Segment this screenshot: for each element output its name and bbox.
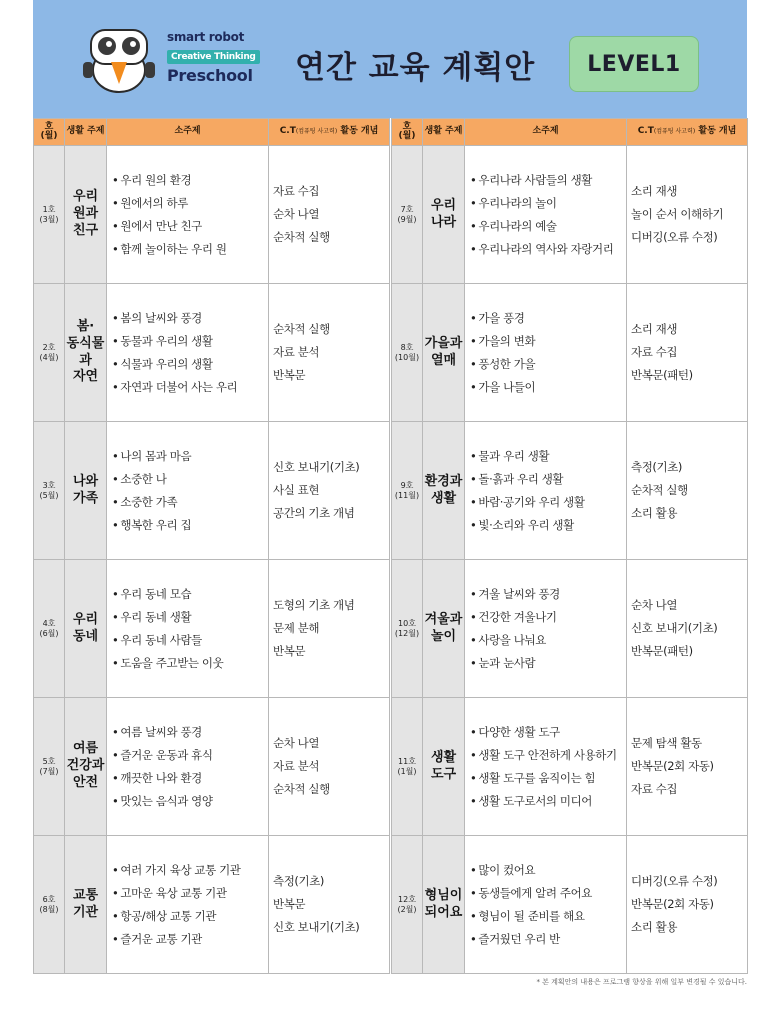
issue-number: 11호 xyxy=(398,756,416,766)
table-row xyxy=(392,560,748,698)
subtopic-list xyxy=(470,721,626,813)
subtopic-item: • 겨울 날씨와 풍경 xyxy=(470,583,626,606)
ct-concept-item: 측정(기초) xyxy=(273,874,325,888)
subtopic-item: • 우리나라의 놀이 xyxy=(470,192,626,215)
subtopic-item: • 가을의 변화 xyxy=(470,330,626,353)
issue-number: 6호 xyxy=(42,894,56,904)
subtopic-item: • 우리 원의 환경 xyxy=(112,169,268,192)
issue-month: (1월) xyxy=(397,766,417,776)
ct-concept-item: 반복문(2회 자동) xyxy=(631,759,714,773)
issue-month-cell xyxy=(34,836,65,974)
subtopic-item: • 즐거운 교통 기관 xyxy=(112,928,268,951)
ct-concept-item: 순차적 실행 xyxy=(273,322,330,336)
table-row xyxy=(34,836,390,974)
life-theme-cell: 가을과 열매 xyxy=(423,284,465,422)
ct-concepts-cell xyxy=(269,284,390,422)
subtopic-item: • 우리나라 사람들의 생활 xyxy=(470,169,626,192)
ct-concept-item: 신호 보내기(기초) xyxy=(273,460,360,474)
issue-number: 3호 xyxy=(42,480,56,490)
issue-month-cell xyxy=(392,284,423,422)
ct-concept-item: 반복문(2회 자동) xyxy=(631,897,714,911)
life-theme-cell: 겨울과 놀이 xyxy=(423,560,465,698)
footnote: * 본 계획안의 내용은 프로그램 향상을 위해 일부 변경될 수 있습니다. xyxy=(536,978,747,986)
ct-concept-item: 도형의 기초 개념 xyxy=(273,598,355,612)
col-header-no: 호 (월) xyxy=(34,119,65,146)
ct-concepts-cell xyxy=(269,560,390,698)
life-theme-cell: 봄· 동식물 과 자연 xyxy=(65,284,107,422)
col-header-no: 호 (월) xyxy=(392,119,423,146)
ct-concepts-cell xyxy=(269,698,390,836)
ct-concepts-cell xyxy=(627,146,748,284)
issue-month-cell xyxy=(34,560,65,698)
subtopic-list xyxy=(112,859,268,951)
col-header-theme: 생활 주제 xyxy=(65,119,107,146)
subtopic-item: • 우리 동네 사람들 xyxy=(112,629,268,652)
subtopic-item: • 원에서 만난 친구 xyxy=(112,215,268,238)
ct-concept-item: 자료 수집 xyxy=(273,184,320,198)
plan-table-right xyxy=(391,118,748,974)
ct-concept-item: 반복문(패턴) xyxy=(631,368,693,382)
life-theme-cell: 우리 나라 xyxy=(423,146,465,284)
ct-concept-item: 순차 나열 xyxy=(631,598,678,612)
issue-month-cell xyxy=(392,422,423,560)
subtopic-item: • 여름 날씨와 풍경 xyxy=(112,721,268,744)
ct-concept-item: 소리 활용 xyxy=(631,920,678,934)
subtopic-item: • 식물과 우리의 생활 xyxy=(112,353,268,376)
subtopics-cell xyxy=(107,560,269,698)
subtopic-item: • 우리 동네 생활 xyxy=(112,606,268,629)
ct-concept-item: 자료 수집 xyxy=(631,782,678,796)
ct-concept-item: 반복문 xyxy=(273,644,306,658)
subtopic-list xyxy=(112,307,268,399)
subtopic-list xyxy=(112,583,268,675)
subtopic-item: • 많이 컸어요 xyxy=(470,859,626,882)
subtopic-item: • 도움을 주고받는 이웃 xyxy=(112,652,268,675)
ct-concept-item: 소리 재생 xyxy=(631,322,678,336)
ct-concepts-cell xyxy=(627,698,748,836)
ct-concepts-cell xyxy=(269,146,390,284)
ct-concepts-cell xyxy=(627,836,748,974)
subtopic-item: • 항공/해상 교통 기관 xyxy=(112,905,268,928)
issue-number: 10호 xyxy=(398,618,416,628)
level-badge: LEVEL1 xyxy=(569,36,699,92)
subtopics-cell xyxy=(107,836,269,974)
ct-concept-item: 사실 표현 xyxy=(273,483,320,497)
subtopic-item: • 동물과 우리의 생활 xyxy=(112,330,268,353)
subtopic-item: • 즐거웠던 우리 반 xyxy=(470,928,626,951)
table-row xyxy=(34,284,390,422)
subtopic-item: • 가을 풍경 xyxy=(470,307,626,330)
issue-month: (7월) xyxy=(39,766,59,776)
issue-month-cell xyxy=(34,284,65,422)
subtopic-item: • 행복한 우리 집 xyxy=(112,514,268,537)
life-theme-cell: 우리 원과 친구 xyxy=(65,146,107,284)
col-header-concepts: C.T(컴퓨팅 사고력) 활동 개념 xyxy=(627,119,748,146)
issue-month-cell xyxy=(392,836,423,974)
issue-number: 1호 xyxy=(42,204,56,214)
subtopic-item: • 소중한 나 xyxy=(112,468,268,491)
subtopic-item: • 풍성한 가을 xyxy=(470,353,626,376)
subtopics-cell xyxy=(107,698,269,836)
subtopic-list xyxy=(112,445,268,537)
subtopic-item: • 즐거운 운동과 휴식 xyxy=(112,744,268,767)
issue-month-cell xyxy=(392,560,423,698)
issue-number: 7호 xyxy=(400,204,414,214)
ct-concept-item: 순차적 실행 xyxy=(631,483,688,497)
subtopics-cell xyxy=(107,422,269,560)
life-theme-cell: 형님이 되어요 xyxy=(423,836,465,974)
subtopic-item: • 여러 가지 육상 교통 기관 xyxy=(112,859,268,882)
ct-concept-item: 문제 탐색 활동 xyxy=(631,736,702,750)
subtopics-cell xyxy=(465,698,627,836)
issue-month: (11월) xyxy=(394,490,420,500)
subtopic-item: • 봄의 날씨와 풍경 xyxy=(112,307,268,330)
issue-month-cell xyxy=(34,146,65,284)
issue-month: (2월) xyxy=(397,904,417,914)
header-banner xyxy=(33,0,747,118)
subtopic-item: • 생활 도구를 움직이는 힘 xyxy=(470,767,626,790)
subtopic-list xyxy=(470,859,626,951)
ct-concept-item: 반복문(패턴) xyxy=(631,644,693,658)
ct-concept-item: 자료 수집 xyxy=(631,345,678,359)
table-row xyxy=(392,698,748,836)
ct-concept-item: 측정(기초) xyxy=(631,460,683,474)
subtopic-item: • 동생들에게 알려 주어요 xyxy=(470,882,626,905)
brand-block xyxy=(167,30,267,85)
issue-number: 9호 xyxy=(400,480,414,490)
ct-concept-item: 자료 분석 xyxy=(273,759,320,773)
subtopic-item: • 자연과 더불어 사는 우리 xyxy=(112,376,268,399)
subtopics-cell xyxy=(465,422,627,560)
subtopic-item: • 함께 놀이하는 우리 원 xyxy=(112,238,268,261)
ct-concept-item: 놀이 순서 이해하기 xyxy=(631,207,724,221)
life-theme-cell: 나와 가족 xyxy=(65,422,107,560)
ct-concept-item: 순차적 실행 xyxy=(273,230,330,244)
issue-number: 12호 xyxy=(398,894,416,904)
life-theme-cell: 여름 건강과 안전 xyxy=(65,698,107,836)
ct-concept-item: 신호 보내기(기초) xyxy=(631,621,718,635)
subtopic-item: • 건강한 겨울나기 xyxy=(470,606,626,629)
table-row xyxy=(34,560,390,698)
col-header-concepts: C.T(컴퓨팅 사고력) 활동 개념 xyxy=(269,119,390,146)
issue-month: (3월) xyxy=(39,214,59,224)
ct-concept-item: 문제 분해 xyxy=(273,621,320,635)
ct-concept-item: 반복문 xyxy=(273,368,306,382)
ct-concepts-cell xyxy=(627,422,748,560)
issue-month: (9월) xyxy=(397,214,417,224)
life-theme-cell: 우리 동네 xyxy=(65,560,107,698)
ct-concept-item: 소리 재생 xyxy=(631,184,678,198)
issue-number: 4호 xyxy=(42,618,56,628)
table-row xyxy=(34,146,390,284)
subtopic-item: • 돌·흙과 우리 생활 xyxy=(470,468,626,491)
ct-concept-item: 디버깅(오류 수정) xyxy=(631,230,718,244)
subtopic-item: • 바람·공기와 우리 생활 xyxy=(470,491,626,514)
brand-creative-thinking: Creative Thinking xyxy=(167,50,260,64)
subtopic-item: • 소중한 가족 xyxy=(112,491,268,514)
ct-concept-item: 순차적 실행 xyxy=(273,782,330,796)
subtopic-item: • 생활 도구로서의 미디어 xyxy=(470,790,626,813)
issue-month-cell xyxy=(392,146,423,284)
table-row xyxy=(34,698,390,836)
col-header-theme: 생활 주제 xyxy=(423,119,465,146)
subtopic-item: • 나의 몸과 마음 xyxy=(112,445,268,468)
subtopic-item: • 가을 나들이 xyxy=(470,376,626,399)
issue-month: (10월) xyxy=(394,352,420,362)
subtopic-item: • 우리나라의 예술 xyxy=(470,215,626,238)
subtopic-item: • 사랑을 나눠요 xyxy=(470,629,626,652)
issue-month-cell xyxy=(34,698,65,836)
subtopic-item: • 깨끗한 나와 환경 xyxy=(112,767,268,790)
issue-month-cell xyxy=(34,422,65,560)
brand-preschool: Preschool xyxy=(167,66,253,85)
robot-logo-icon xyxy=(81,22,157,98)
ct-concept-item: 자료 분석 xyxy=(273,345,320,359)
subtopic-item: • 우리나라의 역사와 자랑거리 xyxy=(470,238,626,261)
ct-concepts-cell xyxy=(627,560,748,698)
ct-concepts-cell xyxy=(269,836,390,974)
issue-number: 2호 xyxy=(42,342,56,352)
ct-concepts-cell xyxy=(627,284,748,422)
ct-concepts-cell xyxy=(269,422,390,560)
subtopic-item: • 우리 동네 모습 xyxy=(112,583,268,606)
subtopics-cell xyxy=(465,146,627,284)
ct-concept-item: 순차 나열 xyxy=(273,736,320,750)
subtopic-list xyxy=(112,721,268,813)
subtopic-item: • 눈과 눈사람 xyxy=(470,652,626,675)
subtopics-cell xyxy=(107,284,269,422)
subtopic-item: • 맛있는 음식과 영양 xyxy=(112,790,268,813)
ct-concept-item: 반복문 xyxy=(273,897,306,911)
issue-month: (5월) xyxy=(39,490,59,500)
subtopic-item: • 형님이 될 준비를 해요 xyxy=(470,905,626,928)
life-theme-cell: 교통 기관 xyxy=(65,836,107,974)
subtopic-list xyxy=(470,583,626,675)
issue-month: (8월) xyxy=(39,904,59,914)
table-row xyxy=(392,836,748,974)
subtopic-item: • 물과 우리 생활 xyxy=(470,445,626,468)
issue-number: 8호 xyxy=(400,342,414,352)
ct-concept-item: 신호 보내기(기초) xyxy=(273,920,360,934)
table-row xyxy=(392,146,748,284)
subtopic-item: • 원에서의 하루 xyxy=(112,192,268,215)
life-theme-cell: 생활 도구 xyxy=(423,698,465,836)
subtopic-list xyxy=(470,169,626,261)
issue-month-cell xyxy=(392,698,423,836)
subtopic-list xyxy=(470,445,626,537)
life-theme-cell: 환경과 생활 xyxy=(423,422,465,560)
table-row xyxy=(392,284,748,422)
subtopic-item: • 다양한 생활 도구 xyxy=(470,721,626,744)
ct-concept-item: 순차 나열 xyxy=(273,207,320,221)
subtopic-list xyxy=(112,169,268,261)
subtopic-item: • 빛·소리와 우리 생활 xyxy=(470,514,626,537)
col-header-topics: 소주제 xyxy=(465,119,627,146)
subtopic-item: • 생활 도구 안전하게 사용하기 xyxy=(470,744,626,767)
table-header-row xyxy=(34,119,390,146)
table-header-row xyxy=(392,119,748,146)
brand-smart-robot: smart robot xyxy=(167,30,245,44)
subtopics-cell xyxy=(465,560,627,698)
subtopics-cell xyxy=(465,284,627,422)
page-title: 연간 교육 계획안 xyxy=(295,50,536,86)
ct-concept-item: 소리 활용 xyxy=(631,506,678,520)
table-row xyxy=(392,422,748,560)
issue-month: (6월) xyxy=(39,628,59,638)
ct-concept-item: 디버깅(오류 수정) xyxy=(631,874,718,888)
issue-number: 5호 xyxy=(42,756,56,766)
issue-month: (12월) xyxy=(394,628,420,638)
plan-table-left xyxy=(33,118,390,974)
table-row xyxy=(34,422,390,560)
subtopics-cell xyxy=(465,836,627,974)
subtopic-list xyxy=(470,307,626,399)
ct-concept-item: 공간의 기초 개념 xyxy=(273,506,355,520)
issue-month: (4월) xyxy=(39,352,59,362)
subtopic-item: • 고마운 육상 교통 기관 xyxy=(112,882,268,905)
subtopics-cell xyxy=(107,146,269,284)
col-header-topics: 소주제 xyxy=(107,119,269,146)
